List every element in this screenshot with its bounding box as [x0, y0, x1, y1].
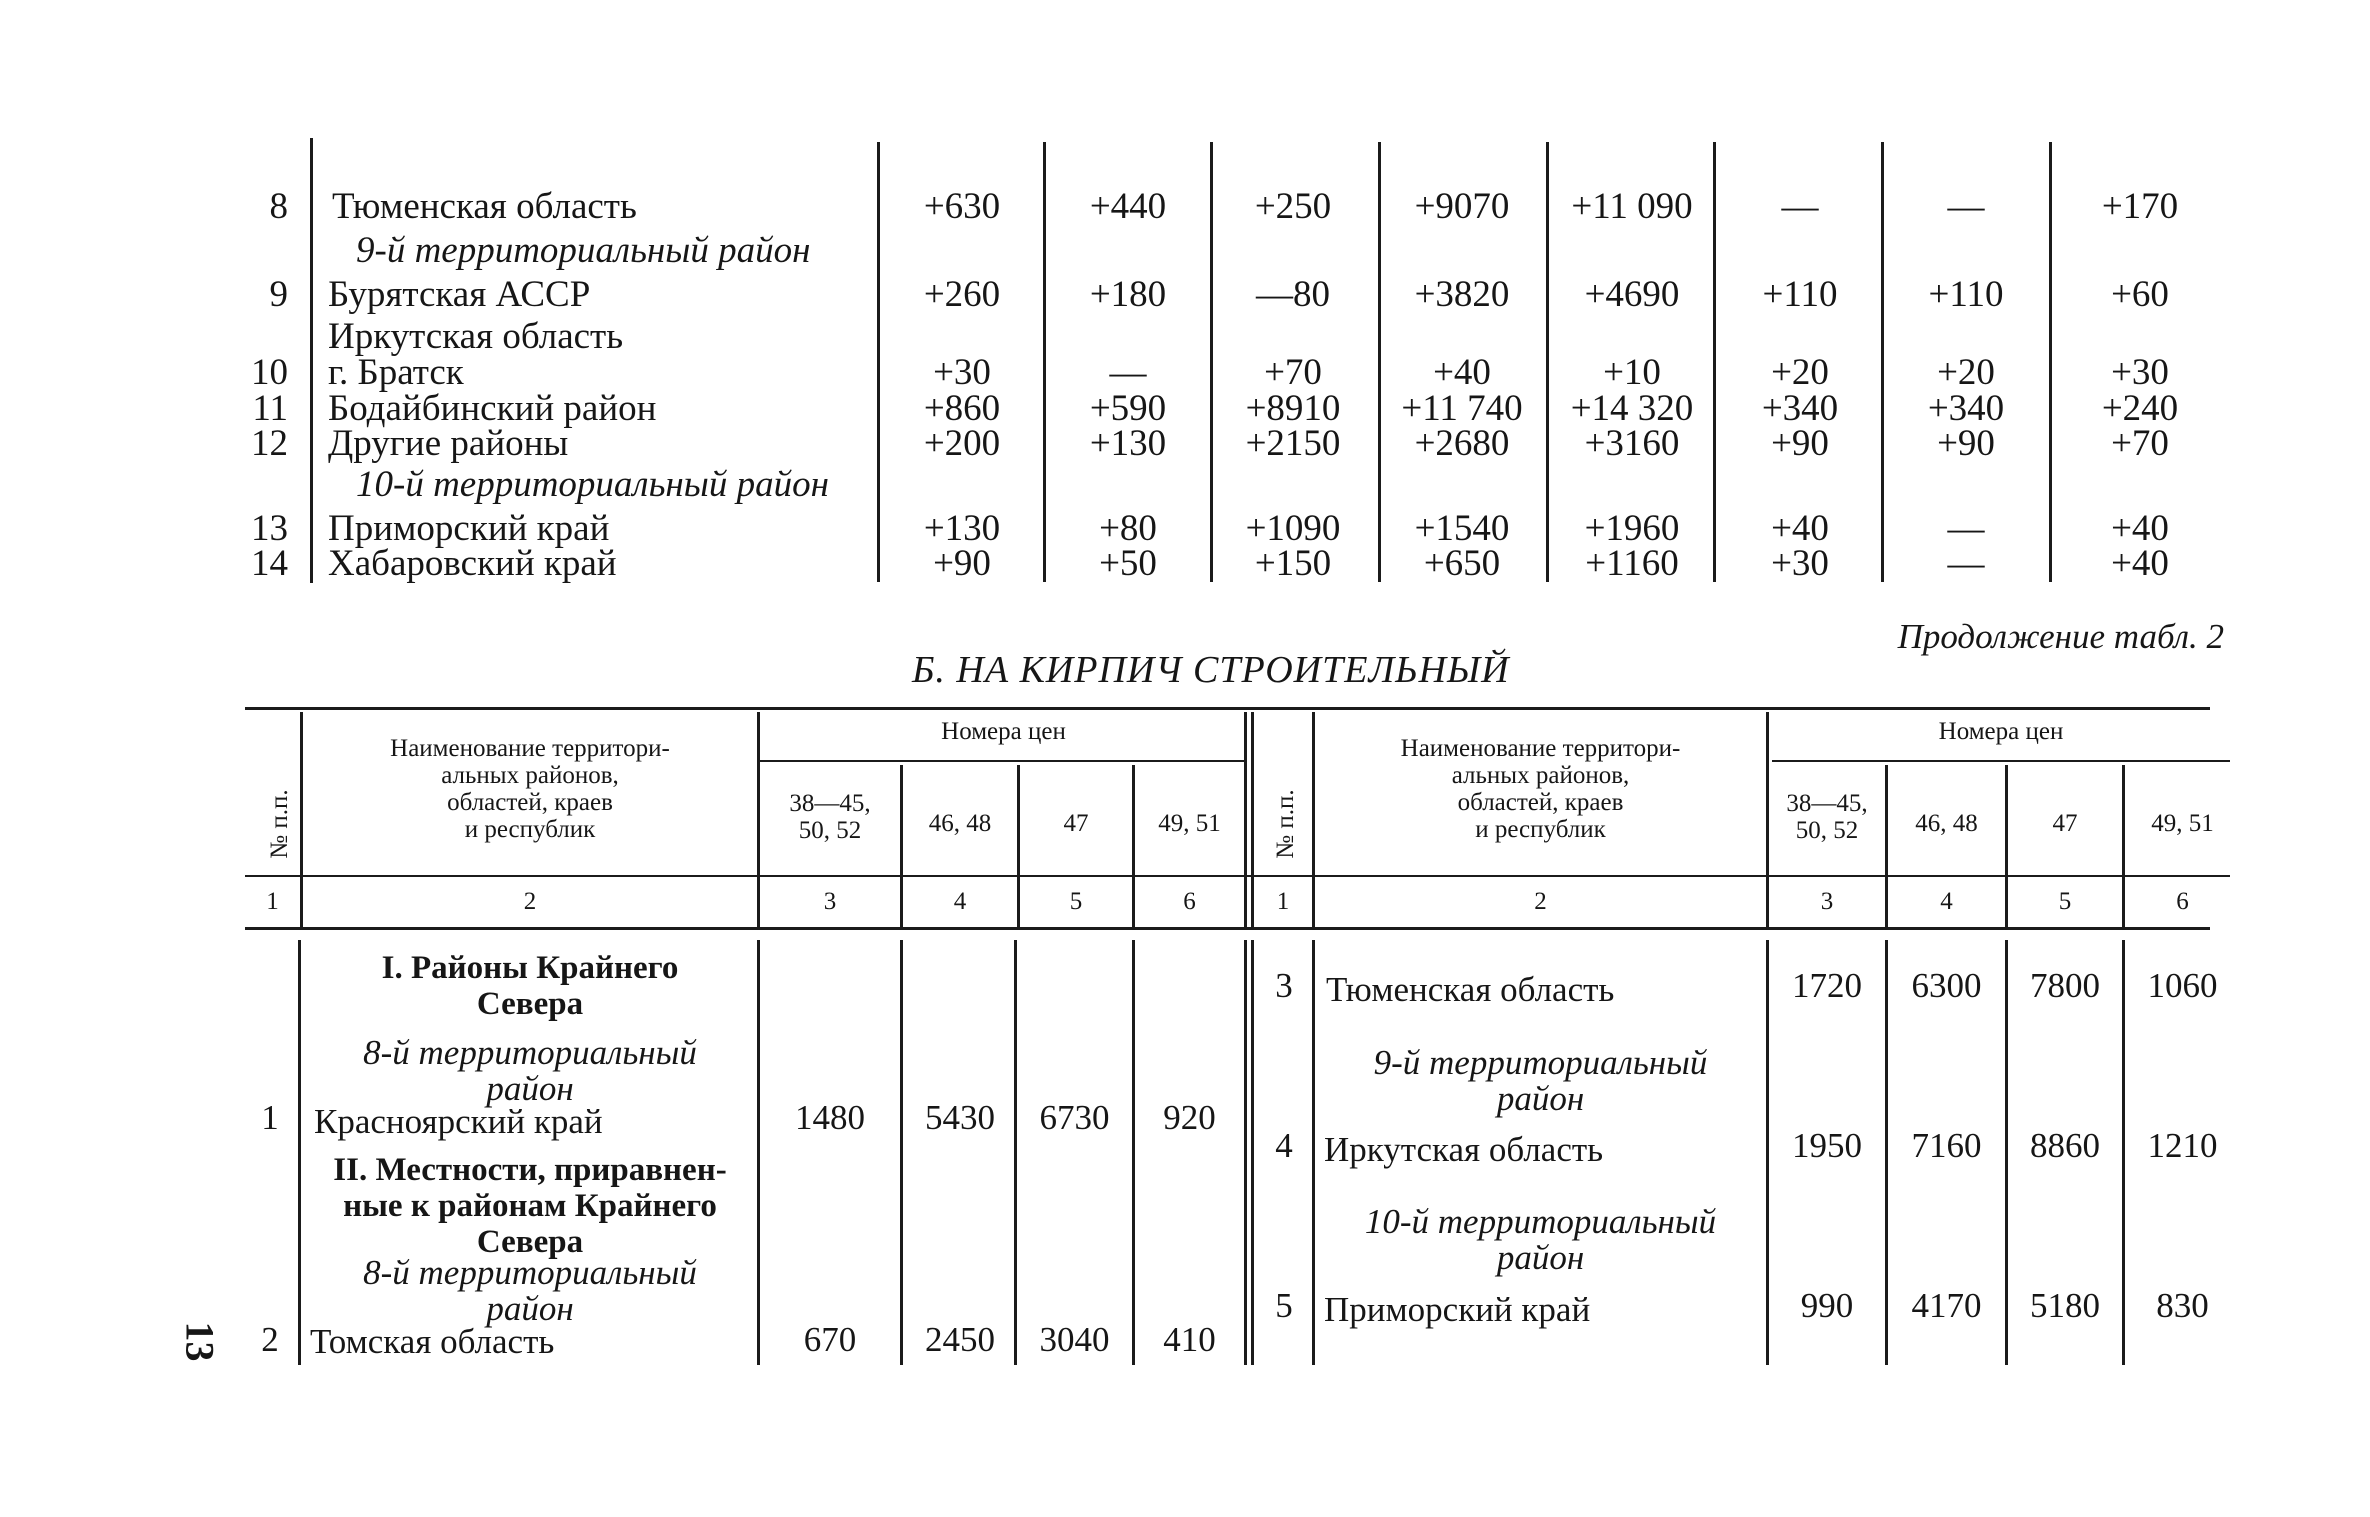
top-table-rule [1378, 142, 1381, 582]
colnum: 1 [1276, 888, 1290, 915]
row-value: 1210 [2147, 1126, 2218, 1165]
row-no: 12 [251, 423, 288, 464]
row-name: Приморский край [1324, 1290, 1591, 1329]
row-value: 1060 [2147, 966, 2218, 1005]
colnum: 4 [953, 888, 967, 915]
header-no-right [1262, 790, 1310, 860]
table-b-colnum-rule [245, 927, 2210, 930]
row-value: +20 [1771, 352, 1829, 393]
row-value: 4170 [1911, 1286, 1982, 1325]
row-value: +240 [2101, 388, 2179, 429]
table-b-top-rule [245, 707, 2210, 710]
colnum: 4 [1940, 888, 1953, 915]
row-value: +180 [1089, 274, 1167, 315]
row-value: +30 [1771, 543, 1829, 584]
top-table-rule [2049, 142, 2052, 582]
body-rule [900, 940, 903, 1365]
header-name-line: альных районов, [1451, 762, 1630, 789]
header-prices: Номера цен [941, 718, 1066, 745]
row-name: Красноярский край [314, 1102, 603, 1141]
colnum: 2 [523, 888, 537, 915]
row-value: +130 [923, 508, 1001, 549]
row-no: 2 [261, 1320, 279, 1359]
row-value: +110 [1928, 274, 2004, 315]
row-value: +90 [933, 543, 991, 584]
territory-heading-line: район [1496, 1079, 1585, 1118]
row-value: 990 [1800, 1286, 1854, 1325]
territory-heading: 9-й территориальный район [356, 230, 811, 271]
row-value: +650 [1423, 543, 1501, 584]
row-value: +1160 [1585, 543, 1679, 584]
header-col-4-right: 46, 48 [1915, 810, 1978, 837]
top-table-rule [1713, 142, 1716, 582]
row-value: 5180 [2030, 1286, 2100, 1325]
body-rule [298, 940, 301, 1365]
row-value: 1950 [1792, 1126, 1862, 1165]
row-value: +40 [2111, 508, 2169, 549]
row-value: +30 [2111, 352, 2169, 393]
colnum: 5 [2058, 888, 2072, 915]
row-value: 410 [1163, 1320, 1216, 1359]
header-col-4: 46, 48 [928, 810, 992, 837]
body-rule [1312, 940, 1315, 1365]
territory-heading [1315, 1045, 1766, 1117]
row-value: 2450 [925, 1320, 995, 1359]
row-value: 7160 [1911, 1126, 1982, 1165]
territory-heading-line: район [486, 1289, 574, 1328]
row-value: +14 320 [1570, 388, 1694, 429]
header-name-line: и республик [464, 816, 596, 843]
row-value: +3160 [1584, 423, 1680, 464]
row-value: +440 [1089, 186, 1167, 227]
row-value: — [1947, 508, 1985, 549]
group-heading: Иркутская область [328, 316, 624, 357]
colnum: 3 [823, 888, 837, 915]
row-value: +1090 [1245, 508, 1341, 549]
top-table-rule [877, 142, 880, 582]
region-heading-line: I. Районы Крайнего [381, 950, 679, 986]
territory-heading: 10-й территориальный район [356, 464, 829, 505]
header-name-line: Наименование территори- [1400, 735, 1681, 762]
body-rule [757, 940, 760, 1365]
row-value: +260 [923, 274, 1001, 315]
row-value: +200 [923, 423, 1001, 464]
top-table-rule [310, 138, 313, 583]
colnum: 6 [1183, 888, 1196, 915]
row-no: 5 [1275, 1286, 1293, 1325]
territory-heading-line: 8-й территориальный [363, 1033, 697, 1072]
territory-heading-line: 9-й территориальный [1373, 1043, 1708, 1082]
header-no [258, 790, 298, 860]
body-rule [1132, 940, 1135, 1365]
colnum: 1 [266, 888, 279, 915]
region-heading [303, 1152, 757, 1260]
row-name: Томская область [310, 1322, 555, 1361]
row-value: +70 [2111, 423, 2169, 464]
row-name: Бодайбинский район [328, 388, 657, 429]
header-col-5: 47 [1063, 810, 1089, 837]
body-rule [1251, 940, 1254, 1365]
row-name: Хабаровский край [328, 543, 617, 584]
row-no: 14 [251, 543, 288, 584]
top-table-rule [1881, 142, 1884, 582]
header-col-line: 50, 52 [1795, 817, 1859, 844]
row-name: Бурятская АССР [328, 274, 591, 315]
row-value: 670 [803, 1320, 857, 1359]
row-value: 830 [2156, 1286, 2209, 1325]
header-col-5-right: 47 [2052, 810, 2078, 837]
row-value: +40 [1771, 508, 1829, 549]
region-heading [303, 950, 757, 1022]
header-name-right [1318, 735, 1763, 843]
row-value: +860 [923, 388, 1001, 429]
row-value: +10 [1603, 352, 1661, 393]
territory-heading-line: район [486, 1069, 574, 1108]
row-value: 5430 [925, 1098, 995, 1137]
row-value: — [1947, 543, 1985, 584]
territory-heading-line: район [1496, 1238, 1585, 1277]
row-no: 3 [1275, 966, 1293, 1005]
header-name-line: и республик [1475, 816, 1606, 843]
colnum: 3 [1820, 888, 1834, 915]
row-value: +90 [1771, 423, 1829, 464]
colnum: 6 [2176, 888, 2189, 915]
header-col-6-right: 49, 51 [2151, 810, 2214, 837]
header-col-line: 38—45, [789, 790, 871, 817]
header-name [310, 735, 750, 843]
prices-subrule [1772, 760, 2230, 762]
prices-subrule [760, 760, 1247, 762]
row-value: +130 [1089, 423, 1167, 464]
row-value: +2150 [1245, 423, 1341, 464]
row-value: +630 [923, 186, 1001, 227]
row-value: +250 [1254, 186, 1332, 227]
top-table-rule [1210, 142, 1213, 582]
row-value: +340 [1761, 388, 1839, 429]
row-value: +110 [1762, 274, 1838, 315]
row-value: +60 [2111, 274, 2169, 315]
row-value: +4690 [1584, 274, 1680, 315]
row-value: 7800 [2030, 966, 2100, 1005]
row-no: 13 [251, 508, 288, 549]
header-col-line: 50, 52 [798, 817, 862, 844]
row-value: +1540 [1414, 508, 1510, 549]
row-value: +70 [1264, 352, 1322, 393]
region-heading-line: ные к районам Крайнего [343, 1188, 717, 1224]
header-prices-right: Номера цен [1938, 718, 2064, 745]
top-table-rule [1043, 142, 1046, 582]
table-b-header-rule [245, 875, 2230, 877]
header-name-line: областей, краев [447, 789, 613, 816]
row-value: +1960 [1584, 508, 1680, 549]
section-title: Б. НА КИРПИЧ СТРОИТЕЛЬНЫЙ [912, 649, 1510, 691]
row-value: — [1109, 352, 1147, 393]
row-name: Приморский край [328, 508, 610, 549]
header-col-3-right [1769, 790, 1885, 844]
row-value: +8910 [1245, 388, 1341, 429]
row-value: 6300 [1911, 966, 1982, 1005]
header-col-3 [760, 790, 900, 844]
row-value: +2680 [1414, 423, 1510, 464]
row-no: 1 [261, 1098, 279, 1137]
row-value: +340 [1927, 388, 2005, 429]
header-name-line: областей, краев [1457, 789, 1624, 816]
territory-heading-line: 8-й территориальный [363, 1253, 697, 1292]
row-value: 920 [1163, 1098, 1216, 1137]
row-value: +9070 [1414, 186, 1510, 227]
row-value: +30 [933, 352, 991, 393]
row-value: +20 [1937, 352, 1995, 393]
row-value: 8860 [2030, 1126, 2100, 1165]
continuation-note: Продолжение табл. 2 [1897, 617, 2224, 656]
row-value: +50 [1099, 543, 1157, 584]
row-value: +90 [1937, 423, 1995, 464]
body-rule [1244, 940, 1247, 1365]
territory-heading [303, 1035, 757, 1107]
header-col-line: 38—45, [1786, 790, 1868, 817]
colnum: 5 [1069, 888, 1083, 915]
row-value: 6730 [1039, 1098, 1110, 1137]
row-name: Другие районы [328, 423, 569, 464]
row-value: 1480 [795, 1098, 865, 1137]
territory-heading [1315, 1204, 1766, 1276]
row-name: Иркутская область [1324, 1130, 1604, 1169]
row-value: +40 [1433, 352, 1491, 393]
row-value: +590 [1089, 388, 1167, 429]
header-no-text: № п.п. [1272, 789, 1299, 859]
territory-heading [303, 1255, 757, 1327]
row-name: г. Братск [328, 352, 464, 393]
region-heading-line: Севера [476, 1224, 584, 1260]
row-no: 10 [251, 352, 288, 393]
row-value: +3820 [1414, 274, 1510, 315]
row-value: +11 740 [1401, 388, 1523, 429]
row-value: 1720 [1792, 966, 1862, 1005]
header-col-6: 49, 51 [1158, 810, 1221, 837]
region-heading-line: Севера [476, 986, 584, 1022]
page-number: 13 [177, 1321, 223, 1362]
row-value: +170 [2101, 186, 2179, 227]
row-value: —80 [1256, 274, 1330, 315]
row-name: Тюменская область [332, 186, 637, 227]
colnum: 2 [1534, 888, 1547, 915]
header-name-line: альных районов, [441, 762, 619, 789]
row-value: +80 [1099, 508, 1157, 549]
top-table-rule [1546, 142, 1549, 582]
row-value: +40 [2111, 543, 2169, 584]
row-no: 4 [1275, 1126, 1293, 1165]
territory-heading-line: 10-й территориальный [1364, 1202, 1717, 1241]
row-name: Тюменская область [1326, 970, 1615, 1009]
row-no: 9 [269, 274, 288, 315]
header-no-text: № п.п. [266, 789, 293, 859]
row-value: — [1781, 186, 1819, 227]
header-name-line: Наименование территори- [390, 735, 670, 762]
row-value: +150 [1254, 543, 1332, 584]
body-rule [1014, 940, 1017, 1365]
row-no: 11 [252, 388, 288, 429]
row-value: 3040 [1039, 1320, 1110, 1359]
row-value: — [1947, 186, 1985, 227]
row-value: +11 090 [1571, 186, 1693, 227]
region-heading-line: II. Местности, приравнен- [333, 1152, 727, 1188]
row-no: 8 [269, 186, 288, 227]
